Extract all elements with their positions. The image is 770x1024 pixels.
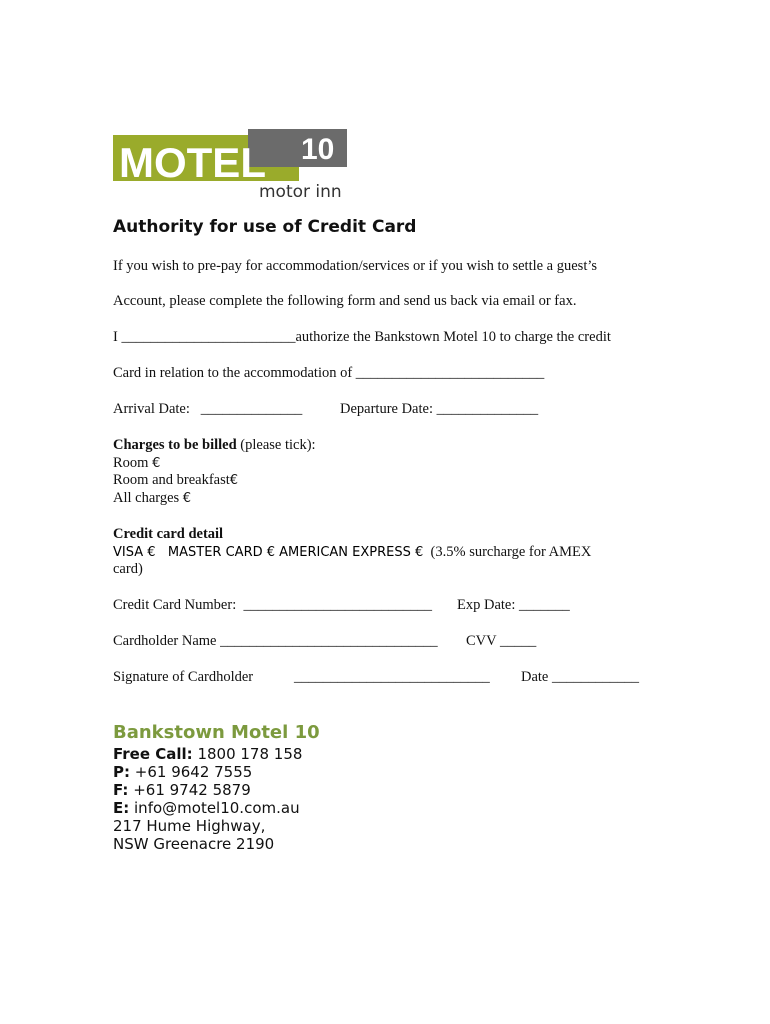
arrival-date-field: Arrival Date: ______________ [113,401,303,417]
logo-tagline: motor inn [259,182,342,201]
checkbox-symbol: € [229,473,239,488]
contact-heading: Bankstown Motel 10 [113,722,320,743]
charges-heading [113,437,316,454]
phone-label: P: [113,763,130,781]
intro-line-1: If you wish to pre-pay for accommodation/services or if you wish to settle a guest’s [113,258,598,274]
phone-line [113,763,252,781]
logo-word: MOTEL [119,139,266,186]
charges-heading-label: Charges to be billed [113,437,237,453]
card-relation-line: Card in relation to the accommodation of __________________________ [113,365,545,381]
free-call-label: Free Call: [113,745,193,763]
cardholder-name-field: Cardholder Name ______________________________ [113,633,438,649]
checkbox-symbol: € [182,491,192,506]
email-address[interactable]: info@motel10.com.au [129,799,300,817]
charge-option-label: Room and breakfast [113,472,230,488]
free-call-number: 1800 178 158 [192,745,303,763]
intro-line-2: Account, please complete the following form and send us back via email or fax. [113,293,577,309]
checkbox-symbol: € [152,456,161,471]
exp-date-field: Exp Date: _______ [457,597,570,613]
signature-date-field: Date ____________ [521,669,639,685]
cvv-field: CVV _____ [466,633,537,649]
address-line-2: NSW Greenacre 2190 [113,835,275,853]
card-types: VISA € MASTER CARD € AMERICAN EXPRESS € [113,545,424,560]
card-types-line [113,543,591,561]
phone-number: +61 9642 7555 [130,763,253,781]
amex-surcharge-note: (3.5% surcharge for AMEX [423,544,592,560]
free-call-line [113,745,302,763]
logo-number: 10 [301,133,335,166]
charge-option-label: Room [113,455,149,471]
charge-option-all [113,490,191,507]
charge-option-room [113,455,160,472]
signature-label: Signature of Cardholder [113,669,254,685]
motel10-logo [113,129,349,201]
fax-label: F: [113,781,129,799]
credit-card-heading: Credit card detail [113,526,224,542]
address-line-1: 217 Hume Highway, [113,817,266,835]
signature-line: ___________________________ [294,669,490,685]
authorize-line: I ________________________authorize the Bankstown Motel 10 to charge the credit [113,329,611,345]
card-number-field: Credit Card Number: __________________________ [113,597,432,613]
amex-surcharge-cont: card) [113,561,143,577]
fax-number: +61 9742 5879 [128,781,251,799]
form-title: Authority for use of Credit Card [113,217,417,237]
charges-heading-note: (please tick): [236,437,316,453]
departure-date-field: Departure Date: ______________ [340,401,539,417]
charge-option-label: All charges [113,490,180,506]
charge-option-room-breakfast [113,472,238,489]
email-line [113,799,300,817]
email-label: E: [113,799,130,817]
fax-line [113,781,251,799]
